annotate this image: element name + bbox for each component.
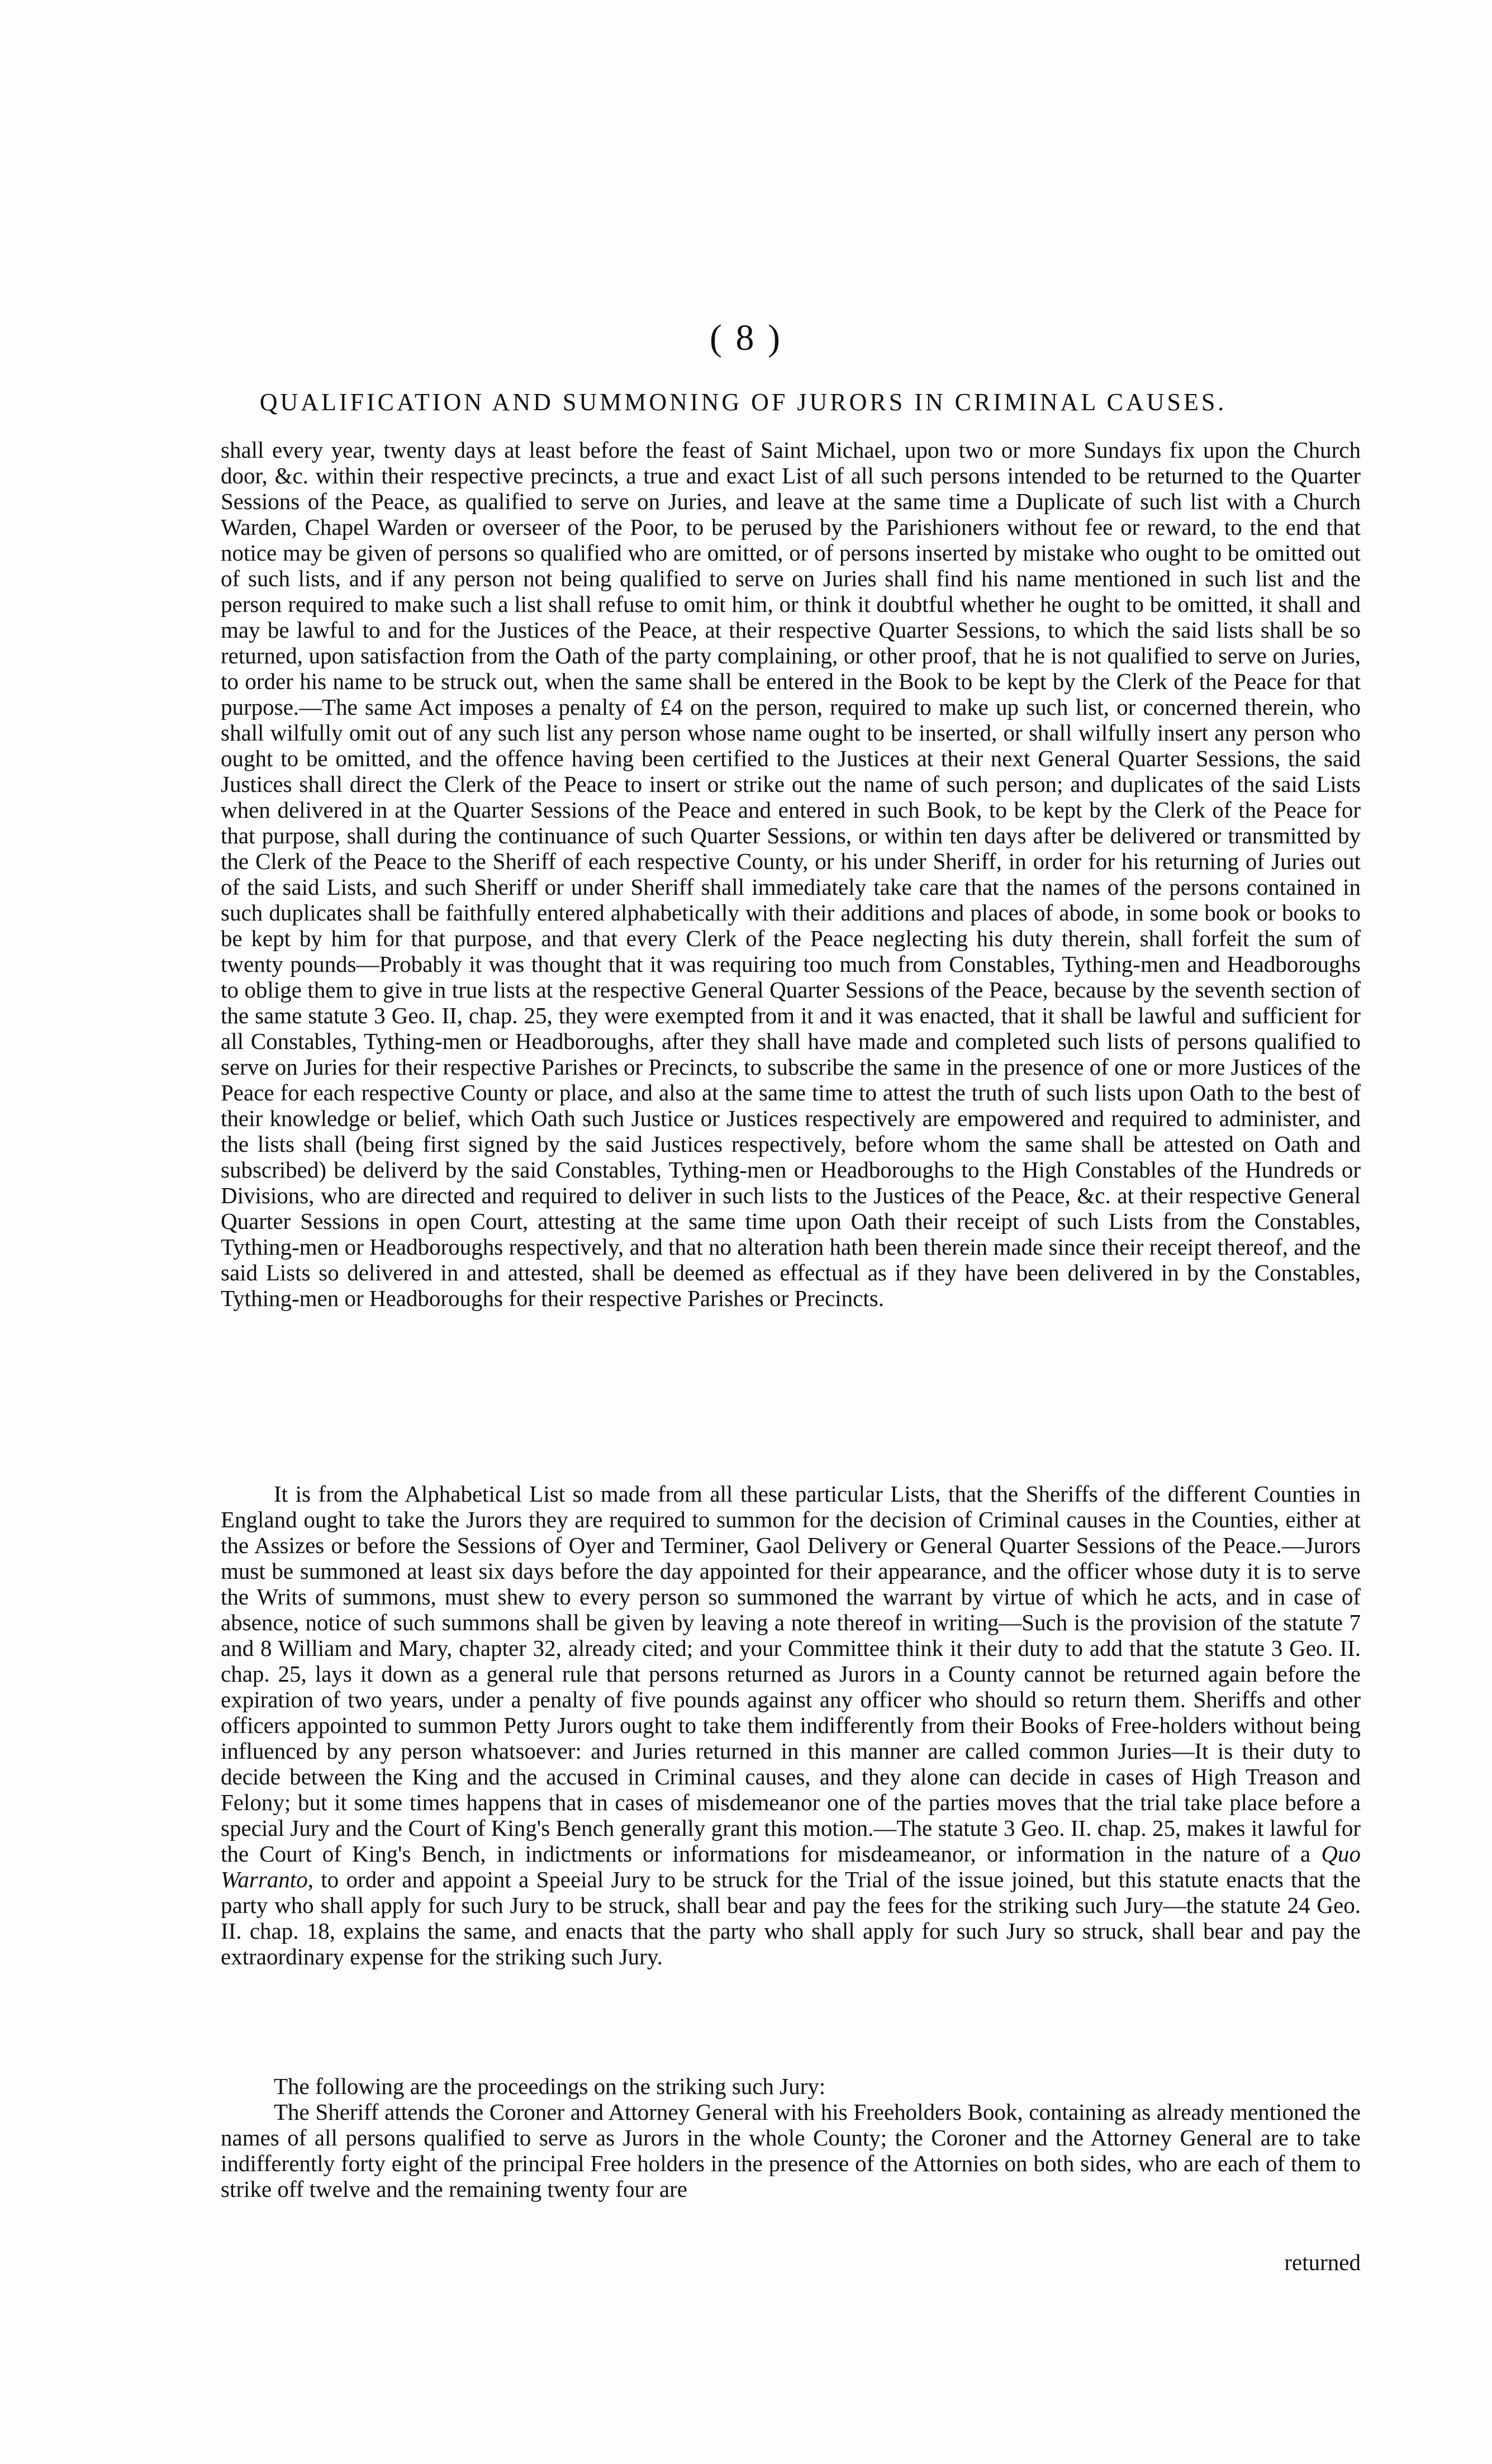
paragraph-text: shall every year, twenty days at least before the feast of Saint Michael, upon two or more Sundays fix upon the Church door, &c. within their respective precincts, a true and exact List of all such persons intended to be returned to the Quarter Sessions of the Peace, as qualified to serve on Juries, and leave at the same time a Duplicate of such list with a Church Warden, Chapel Warden or overseer of the Poor, to be perused by the Parishioners without fee or reward, to the end that notice may be given of persons so qualified who are omitted, or of persons inserted by mistake who ought to be omitted out of such lists, and if any person not being qualified to serve on Juries shall find his name mentioned in such list and the person required to make such a list shall refuse to omit him, or think it doubtful whether he ought to be omitted, it shall and may be lawful to and for the Justices of the Peace, at their respective Quarter Sessions, to which the said lists shall be so returned, upon satisfaction from the Oath of the party complaining, or other proof, that he is not qualified to serve on Juries, to order his name to be struck out, when the same shall be entered in the Book to be kept by the Clerk of the Peace for that purpose.—The same Act imposes a penalty of £4 on the person, required to make up such list, or concerned therein, who shall wilfully omit out of any such list any person whose name ought to be inserted, or shall wilfully insert any person who ought to be omitted, and the offence having been certified to the Justices at their next General Quarter Sessions, the said Justices shall direct the Clerk of the Peace to insert or strike out the name of such person; and duplicates of the said Lists when delivered in at the Quarter Sessions of the Peace and entered in such Book, to be kept by the Clerk of the Peace for that purpose, shall during the continuance of such Quarter Sessions, or within ten days after be delivered or transmitted by the Clerk of the Peace to the Sheriff of each respective County, or his under Sheriff, in order for his returning of Juries out of the said Lists, and such Sheriff or under Sheriff shall immediately take care that the names of the persons contained in such duplicates shall be faithfully entered alphabetically with their additions and places of abode, in some book or books to be kept by him for that purpose, and that every Clerk of the Peace neglecting his duty therein, shall forfeit the sum of twenty pounds—Probably it was thought that it was requiring too much from Constables, Tything-men and Headboroughs to oblige them to give in true lists at the respective General Quarter Sessions of the Peace, because by the seventh section of the same statute 3 Geo. II, chap. 25, they were exempted from it and it was enacted, that it shall be lawful and sufficient for all Constables, Tything-men or Headboroughs, after they shall have made and completed such lists of persons qualified to serve on Juries for their respective Parishes or Precincts, to subscribe the same in the presence of one or more Justices of the Peace for each respective County or place, and also at the same time to attest the truth of such lists upon Oath to the best of their knowledge or belief, which Oath such Justice or Justices respectively are empowered and required to administer, and the lists shall (being first signed by the said Justices respectively, before whom the same shall be attested on Oath and subscribed) be deliverd by the said Constables, Tything-men or Headboroughs to the High Constables of the Hundreds or Divisions, who are directed and required to deliver in such lists to the Justices of the Peace, &c. at their respective General Quarter Sessions in open Court, attesting at the same time upon Oath their receipt of such Lists from the Constables, Tything-men or Headboroughs respectively, and that no alteration hath been therein made since their receipt thereof, and the said Lists so delivered in and attested, shall be deemed as effectual as if they have been delivered in by the Constables, Tything-men or Headboroughs for their respective Parishes or Precincts.	[221, 437, 1361, 1311]
page-number: ( 8 )	[710, 317, 782, 358]
body-paragraph-1	[221, 437, 1361, 1311]
paragraph-text: The Sheriff attends the Coroner and Attorney General with his Freeholders Book, containing as already mentioned the names of all persons qualified to serve as Jurors in the whole County; the Coroner and the Attorney General are to take indifferently forty eight of the principal Free holders in the presence of the Attornies on both sides, who are each of them to strike off twelve and the remaining twenty four are	[221, 2099, 1361, 2202]
paragraph-text: It is from the Alphabetical List so made from all these particular Lists, that the Sheriffs of the different Counties in England ought to take the Jurors they are required to summon for the decision of Criminal causes in the Counties, either at the Assizes or before the Sessions of Oyer and Terminer, Gaol Delivery or General Quarter Sessions of the Peace.—Jurors must be summoned at least six days before the day appointed for their appearance, and the officer whose duty it is to serve the Writs of summons, must shew to every person so summoned the warrant by virtue of which he acts, and in case of absence, notice of such summons shall be given by leaving a note thereof in writing—Such is the provision of the statute 7 and 8 William and Mary, chapter 32, already cited; and your Committee think it their duty to add that the statute 3 Geo. II. chap. 25, lays it down as a general rule that persons returned as Jurors in a County cannot be returned again before the expiration of two years, under a penalty of five pounds against any officer who should so return them. Sheriffs and other officers appointed to summon Petty Jurors ought to take them indifferently from their Books of Free-holders without being influenced by any person whatsoever: and Juries returned in this manner are called common Juries—It is their duty to decide between the King and the accused in Criminal causes, and they alone can decide in cases of High Treason and Felony; but it some times happens that in cases of misdemeanor one of the parties moves that the trial take place before a special Jury and the Court of King's Bench generally grant this motion.—The statute 3 Geo. II. chap. 25, makes it lawful for the Court of King's Bench, in indictments or informations for misdeameanor, or information in the nature of a	[221, 1481, 1361, 1867]
paragraph-text: , to order and appoint a Speeial Jury to be struck for the Trial of the issue joined, but this statute enacts that the party who shall apply for such Jury to be struck, shall bear and pay the fees for the striking such Jury—the statute 24 Geo. II. chap. 18, explains the same, and enacts that the party who shall apply for such Jury so struck, shall bear and pay the extraordinary expense for the striking such Jury.	[221, 1867, 1361, 1969]
section-heading: QUALIFICATION AND SUMMONING OF JURORS IN CRIMINAL CAUSES.	[259, 388, 1227, 416]
catchword: returned	[1284, 2249, 1361, 2275]
body-paragraph-2	[221, 1481, 1361, 1969]
paragraph-intro: The following are the proceedings on the striking such Jury:	[274, 2073, 826, 2099]
paragraph-italic-term: Quo Warranto	[221, 1841, 1361, 1892]
body-paragraph-3	[221, 2073, 1361, 2202]
